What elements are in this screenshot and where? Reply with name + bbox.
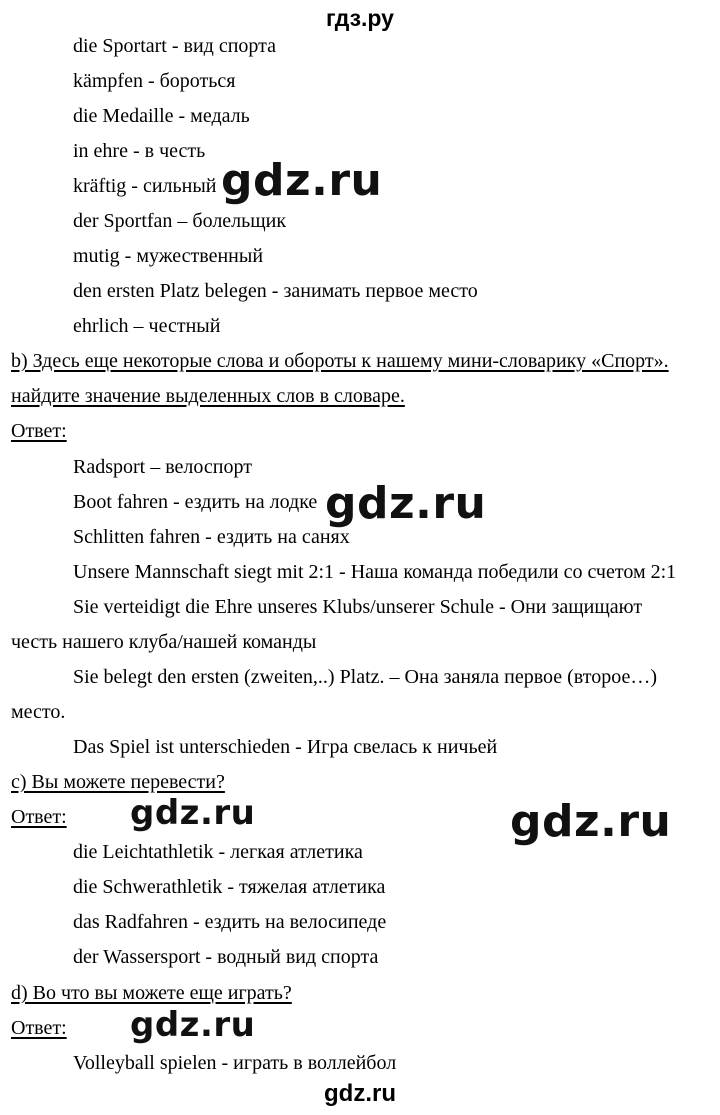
watermark: gdz.ru <box>325 478 487 529</box>
vocab-item: die Leichtathletik - легкая атлетика <box>73 841 363 863</box>
vocab-item: der Sportfan – болельщик <box>73 210 287 232</box>
vocab-item: Das Spiel ist unterschieden - Игра свелась к ничьей <box>73 736 498 758</box>
vocab-item: Unsere Mannschaft siegt mit 2:1 - Наша команда победили со счетом 2:1 <box>73 561 677 583</box>
vocab-item: das Radfahren - ездить на велосипеде <box>73 911 387 933</box>
vocab-item: die Sportart - вид спорта <box>73 35 277 57</box>
watermark: gdz.ru <box>130 1005 256 1045</box>
header-site-title: гдз.ру <box>326 5 394 31</box>
vocab-item: die Medaille - медаль <box>73 105 250 127</box>
vocab-item-long-2-line-2: место. <box>11 701 66 723</box>
vocab-item: kräftig - сильный <box>73 175 217 197</box>
vocab-item: Boot fahren - ездить на лодке <box>73 491 318 513</box>
vocab-item-long-1-line-2: честь нашего клуба/нашей команды <box>11 631 317 653</box>
vocab-item: Radsport – велоспорт <box>73 456 252 478</box>
vocab-item-long-1-line-1: Sie verteidigt die Ehre unseres Klubs/unserer Schule - Они защищают <box>73 596 643 618</box>
task-c: c) Вы можете перевести? <box>11 771 225 793</box>
vocab-item: ehrlich – честный <box>73 315 221 337</box>
answer-label-c: Ответ: <box>11 806 67 828</box>
vocab-item: mutig - мужественный <box>73 245 264 267</box>
vocab-item-long-2-line-1: Sie belegt den ersten (zweiten,..) Platz. – Она заняла первое (второе…) <box>73 666 657 688</box>
answer-label-d: Ответ: <box>11 1017 67 1039</box>
task-b-line-2: найдите значение выделенных слов в словаре. <box>11 385 405 407</box>
vocab-item: Volleyball spielen - играть в воллейбол <box>73 1052 397 1074</box>
watermark: gdz.ru <box>221 155 383 206</box>
task-d: d) Во что вы можете еще играть? <box>11 982 292 1004</box>
watermark: gdz.ru <box>130 793 256 833</box>
vocab-item: kämpfen - бороться <box>73 70 236 92</box>
task-b-line-1: b) Здесь еще некоторые слова и обороты к нашему мини-словарику «Спорт». <box>11 350 669 372</box>
vocab-item: den ersten Platz belegen - занимать первое место <box>73 280 478 302</box>
vocab-item: Schlitten fahren - ездить на санях <box>73 526 350 548</box>
vocab-item: in ehre - в честь <box>73 140 206 162</box>
vocab-item: die Schwerathletik - тяжелая атлетика <box>73 876 386 898</box>
answer-label-b: Ответ: <box>11 420 67 442</box>
footer-site: gdz.ru <box>324 1080 396 1107</box>
watermark: gdz.ru <box>510 796 672 847</box>
vocab-item: der Wassersport - водный вид спорта <box>73 946 379 968</box>
